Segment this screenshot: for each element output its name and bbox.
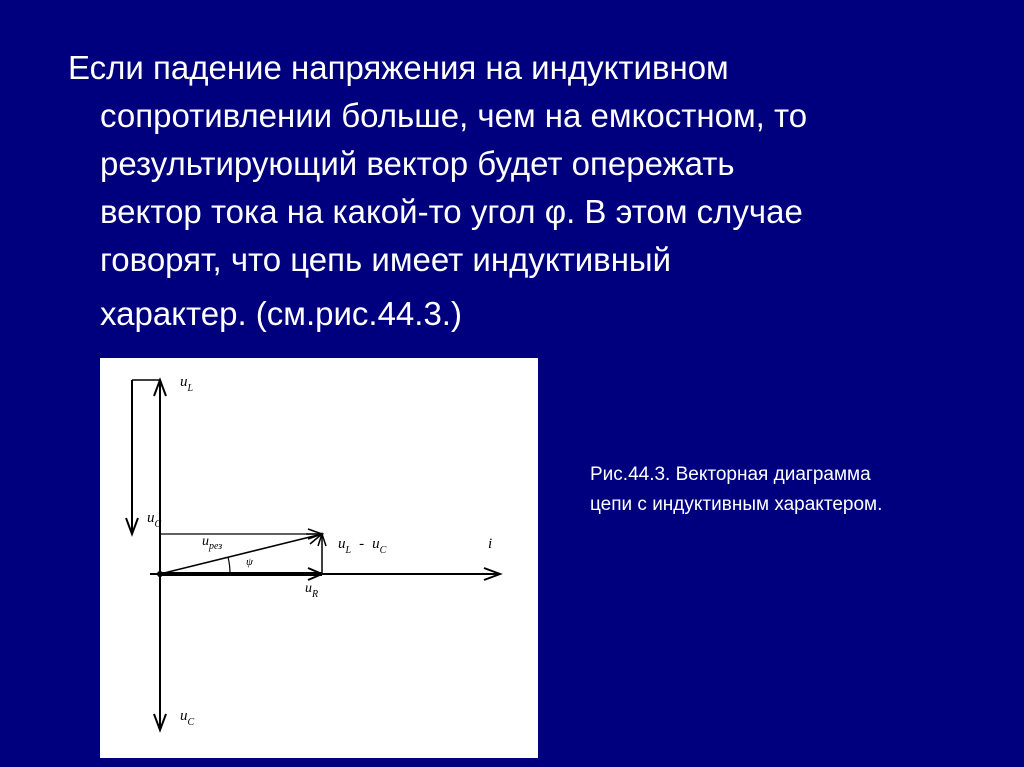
vector-diagram — [100, 358, 538, 758]
text-line: характер. (см.рис.44.3.) — [100, 295, 462, 332]
label-u-L-minus-u-C: $u_L - u_C$ — [338, 536, 387, 556]
caption-line: Рис.44.3. Векторная диаграмма — [590, 464, 871, 485]
label-u-R: $u_R$ — [305, 581, 319, 600]
phase-angle-arc — [228, 557, 230, 574]
slide-body-text — [68, 44, 998, 338]
origin-point — [157, 571, 163, 577]
vector-diagram-svg — [100, 358, 538, 758]
label-i: i — [488, 536, 493, 552]
text-line: вектор тока на какой-то угол φ. В этом случае — [100, 193, 803, 230]
text-line: Если падение напряжения на индуктивном — [68, 49, 729, 86]
text-line: результирующий вектор будет опережать — [100, 145, 735, 182]
caption-line: цепи с индуктивным характером. — [590, 494, 883, 515]
label-psi: ψ — [246, 556, 253, 568]
label-u-C-bottom: $u_C$ — [180, 708, 195, 728]
u-res-vector — [160, 534, 322, 574]
text-line: сопротивлении больше, чем на емкостном, то — [100, 97, 808, 134]
text-line: говорят, что цепь имеет индуктивный — [100, 241, 672, 278]
label-u-res: $u_{рез}$ — [202, 534, 223, 552]
label-u-C-top: $u_C$ — [147, 510, 162, 530]
figure-caption — [590, 460, 1010, 520]
label-u-L: $u_L$ — [180, 374, 194, 394]
